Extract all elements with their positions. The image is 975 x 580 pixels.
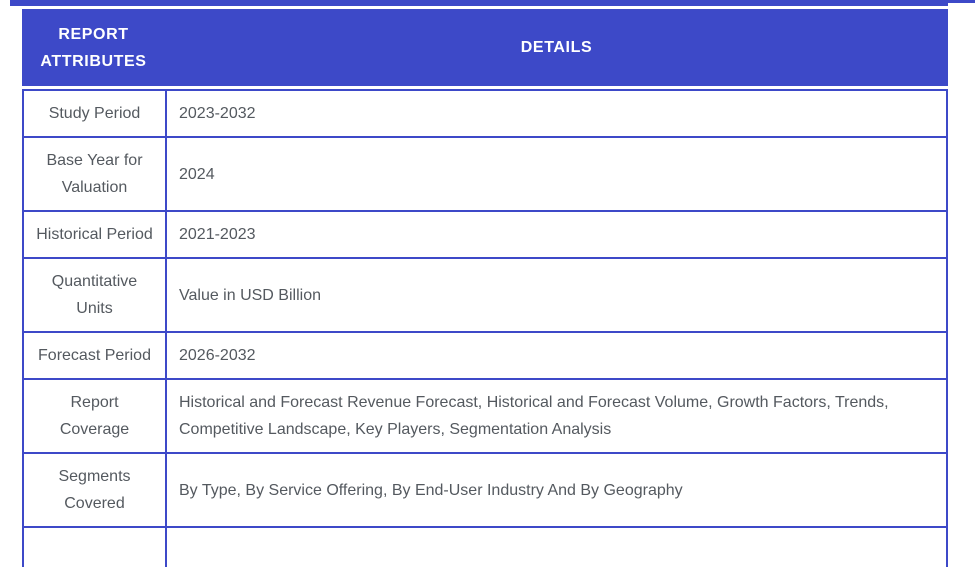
attribute-cell: Report Coverage xyxy=(23,379,166,453)
report-attributes-table xyxy=(22,9,948,567)
table-row xyxy=(23,332,947,379)
detail-cell: 2023-2032 xyxy=(166,90,947,137)
table-row xyxy=(23,453,947,527)
attribute-cell: Historical Period xyxy=(23,211,166,258)
detail-cell: 2024 xyxy=(166,137,947,211)
table-row xyxy=(23,211,947,258)
table-body xyxy=(22,89,948,567)
table-row xyxy=(23,137,947,211)
table-header-row xyxy=(22,9,948,86)
header-details: DETAILS xyxy=(520,39,593,56)
top-rule-thick-segment xyxy=(10,0,948,6)
header-report-attributes: REPORT ATTRIBUTES xyxy=(40,25,147,70)
detail-cell: 2026-2032 xyxy=(166,332,947,379)
detail-cell: Value in USD Billion xyxy=(166,258,947,332)
detail-cell xyxy=(166,527,947,567)
attribute-cell: Base Year for Valuation xyxy=(23,137,166,211)
detail-cell: Historical and Forecast Revenue Forecast, Historical and Forecast Volume, Growth Factors, Trends, Competitive Landscape, Key Players, Segmentation Analysis xyxy=(166,379,947,453)
attribute-cell: Quantitative Units xyxy=(23,258,166,332)
attribute-cell: Segments Covered xyxy=(23,453,166,527)
table-row xyxy=(23,379,947,453)
attribute-cell xyxy=(23,527,166,567)
table-row xyxy=(23,90,947,137)
table-row xyxy=(23,258,947,332)
detail-cell: By Type, By Service Offering, By End-User Industry And By Geography xyxy=(166,453,947,527)
table-row xyxy=(23,527,947,567)
detail-cell: 2021-2023 xyxy=(166,211,947,258)
attribute-cell: Forecast Period xyxy=(23,332,166,379)
attribute-cell: Study Period xyxy=(23,90,166,137)
